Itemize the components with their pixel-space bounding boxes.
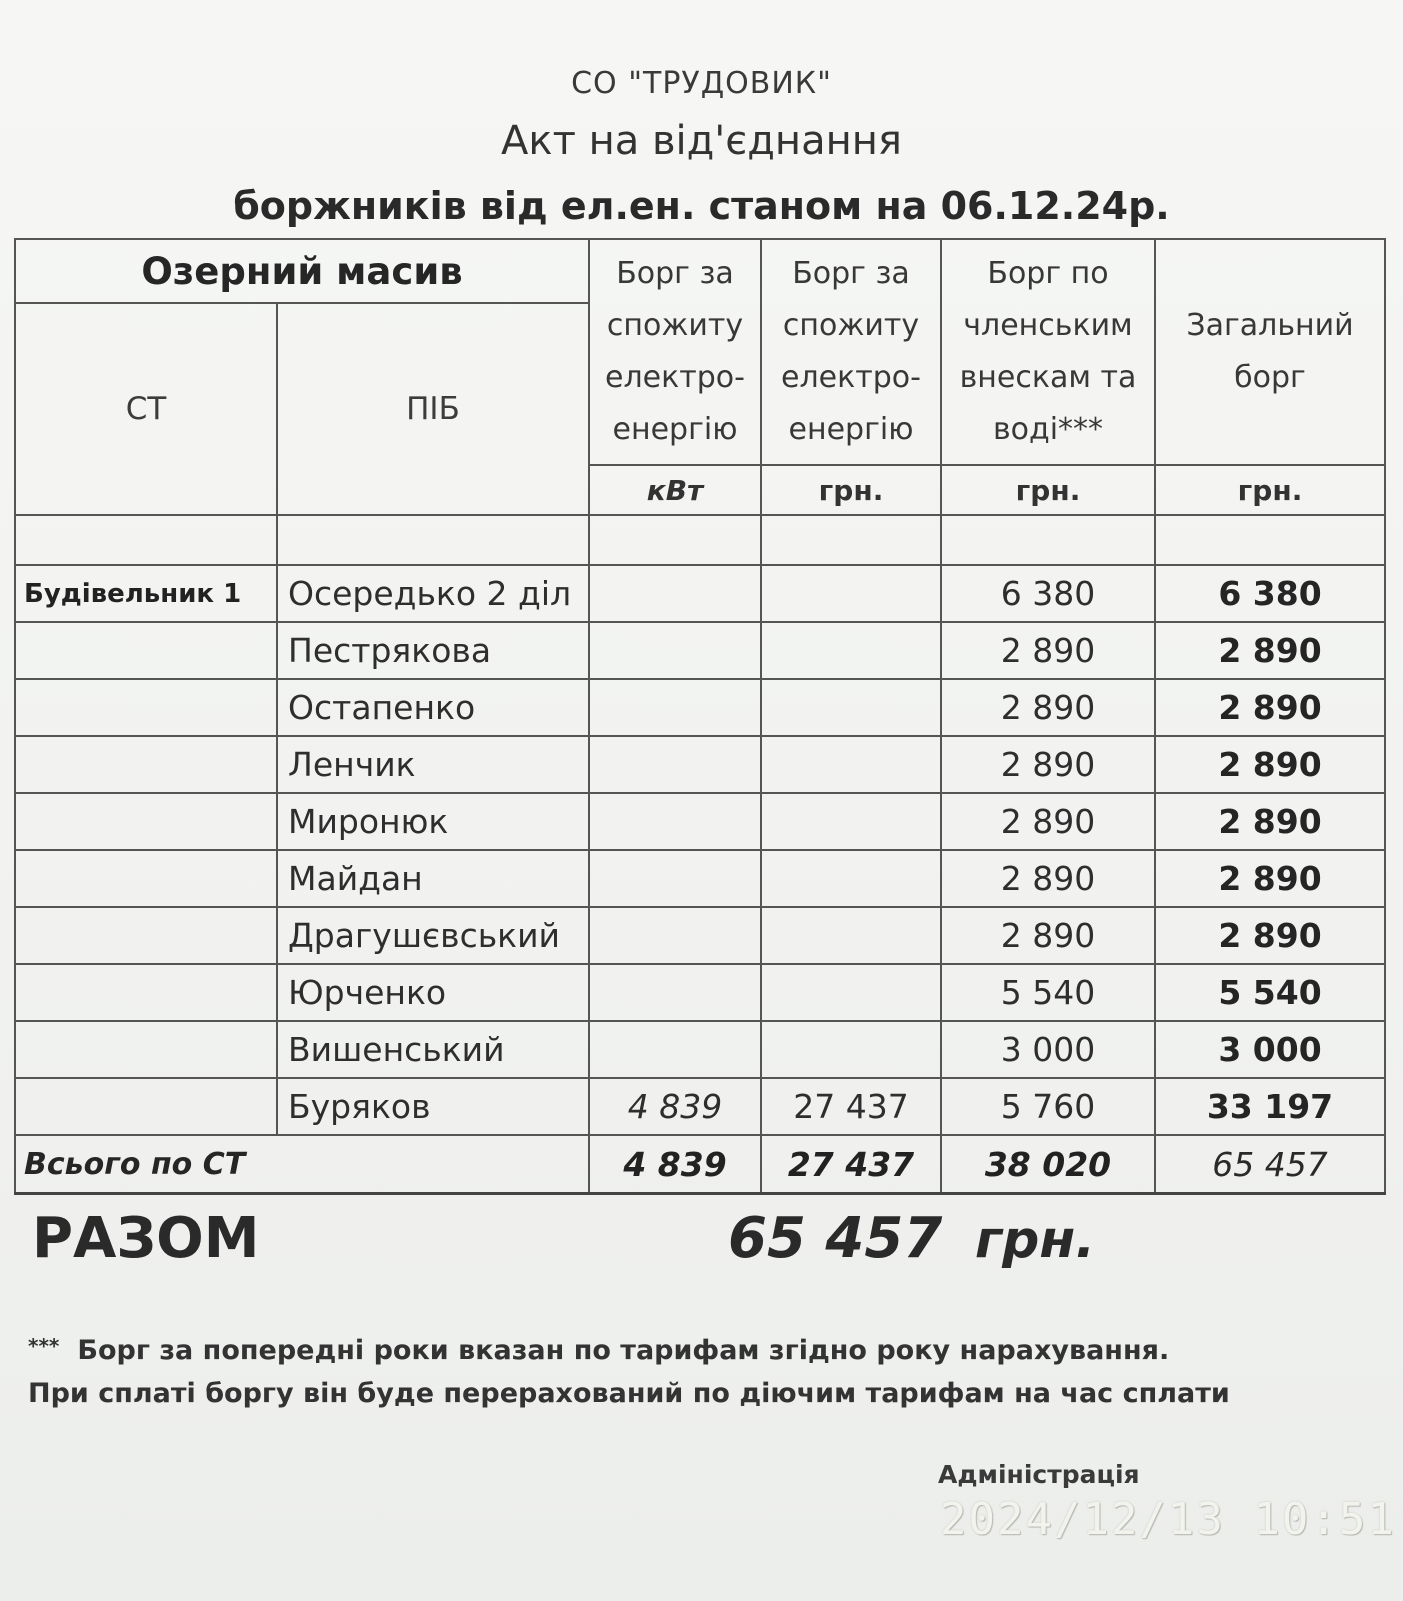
col-header-members-debt: Борг по членським внескам та воді*** [941, 239, 1155, 465]
total-overall: 65 457 [1155, 1135, 1385, 1194]
col-header-kwt-debt: Борг за спожиту електро-енергію [589, 239, 761, 465]
cell-st [15, 793, 277, 850]
cell-kwt [589, 622, 761, 679]
cell-pib: Пестрякова [277, 622, 589, 679]
total-members: 38 020 [941, 1135, 1155, 1194]
cell-members: 3 000 [941, 1021, 1155, 1078]
col-header-total-debt: Загальний борг [1155, 239, 1385, 465]
cell-st [15, 622, 277, 679]
cell-total: 6 380 [1155, 565, 1385, 622]
col-header-pib: ПІБ [277, 303, 589, 515]
cell-kwt [589, 679, 761, 736]
cell-st [15, 736, 277, 793]
cell-members: 2 890 [941, 850, 1155, 907]
table-row [15, 1021, 1385, 1078]
cell-kwt [589, 736, 761, 793]
summary-amount: 65 457 [728, 1206, 943, 1271]
table-row [15, 565, 1385, 622]
cell-uah-el [761, 907, 941, 964]
cell-st [15, 850, 277, 907]
cell-total: 2 890 [1155, 793, 1385, 850]
cell-members: 2 890 [941, 907, 1155, 964]
cell-members: 5 540 [941, 964, 1155, 1021]
cell-pib: Вишенський [277, 1021, 589, 1078]
cell-pib: Осередько 2 діл [277, 565, 589, 622]
cell-members: 6 380 [941, 565, 1155, 622]
document-title: Акт на від'єднання [501, 118, 902, 164]
cell-pib: Драгушєвський [277, 907, 589, 964]
cell-pib: Остапенко [277, 679, 589, 736]
cell-st [15, 964, 277, 1021]
cell-st: Будівельник 1 [15, 565, 277, 622]
cell-kwt: 4 839 [589, 1078, 761, 1135]
cell-pib: Юрченко [277, 964, 589, 1021]
cell-st [15, 907, 277, 964]
cell-st [15, 679, 277, 736]
debtors-table [14, 238, 1386, 1195]
cell-uah-el [761, 679, 941, 736]
footnote-line-1 [28, 1334, 1169, 1366]
cell-members: 2 890 [941, 736, 1155, 793]
photo-timestamp: 2024/12/13 10:51 [940, 1494, 1396, 1545]
unit-members: грн. [941, 465, 1155, 515]
cell-uah-el [761, 850, 941, 907]
footnote-line-2: При сплаті боргу він буде перерахований по діючим тарифам на час сплати [28, 1378, 1230, 1409]
organization-name: СО "ТРУДОВИК" [571, 66, 832, 101]
summary-currency: грн. [975, 1210, 1096, 1270]
total-label: Всього по СТ [15, 1135, 589, 1194]
unit-kwt: кВт [589, 465, 761, 515]
cell-uah-el [761, 736, 941, 793]
cell-st [15, 1078, 277, 1135]
cell-pib: Миронюк [277, 793, 589, 850]
cell-uah-el [761, 622, 941, 679]
cell-total: 2 890 [1155, 907, 1385, 964]
cell-kwt [589, 1021, 761, 1078]
table-row [15, 736, 1385, 793]
col-header-st: СТ [15, 303, 277, 515]
table-row [15, 793, 1385, 850]
unit-total: грн. [1155, 465, 1385, 515]
cell-members: 2 890 [941, 622, 1155, 679]
blank-row [15, 515, 1385, 565]
cell-uah-el [761, 793, 941, 850]
cell-uah-el [761, 964, 941, 1021]
cell-total: 5 540 [1155, 964, 1385, 1021]
cell-members: 2 890 [941, 679, 1155, 736]
table-row [15, 679, 1385, 736]
signature-administration: Адміністрація [938, 1460, 1140, 1489]
footnote-marker: *** [28, 1334, 60, 1358]
total-uah-el: 27 437 [761, 1135, 941, 1194]
cell-total: 2 890 [1155, 622, 1385, 679]
cell-total: 3 000 [1155, 1021, 1385, 1078]
cell-kwt [589, 793, 761, 850]
total-kwt: 4 839 [589, 1135, 761, 1194]
cell-kwt [589, 850, 761, 907]
cell-kwt [589, 565, 761, 622]
cell-pib: Буряков [277, 1078, 589, 1135]
cell-total: 33 197 [1155, 1078, 1385, 1135]
table-row [15, 1078, 1385, 1135]
table-row [15, 850, 1385, 907]
document-subtitle: боржників від ел.ен. станом на 06.12.24р. [233, 184, 1170, 228]
col-header-uah-el-debt: Борг за спожиту електро-енергію [761, 239, 941, 465]
cell-uah-el: 27 437 [761, 1078, 941, 1135]
summary-label: РАЗОМ [32, 1206, 260, 1271]
cell-total: 2 890 [1155, 850, 1385, 907]
cell-pib: Майдан [277, 850, 589, 907]
total-row [15, 1135, 1385, 1194]
unit-uah-el: грн. [761, 465, 941, 515]
footnote-text-1: Борг за попередні роки вказан по тарифам згідно року нарахування. [77, 1335, 1170, 1366]
cell-total: 2 890 [1155, 736, 1385, 793]
cell-members: 2 890 [941, 793, 1155, 850]
cell-st [15, 1021, 277, 1078]
cell-kwt [589, 907, 761, 964]
cell-uah-el [761, 565, 941, 622]
massiv-heading: Озерний масив [15, 239, 589, 303]
table-row [15, 964, 1385, 1021]
cell-kwt [589, 964, 761, 1021]
table-row [15, 907, 1385, 964]
cell-total: 2 890 [1155, 679, 1385, 736]
cell-uah-el [761, 1021, 941, 1078]
cell-pib: Ленчик [277, 736, 589, 793]
table-row [15, 622, 1385, 679]
cell-members: 5 760 [941, 1078, 1155, 1135]
